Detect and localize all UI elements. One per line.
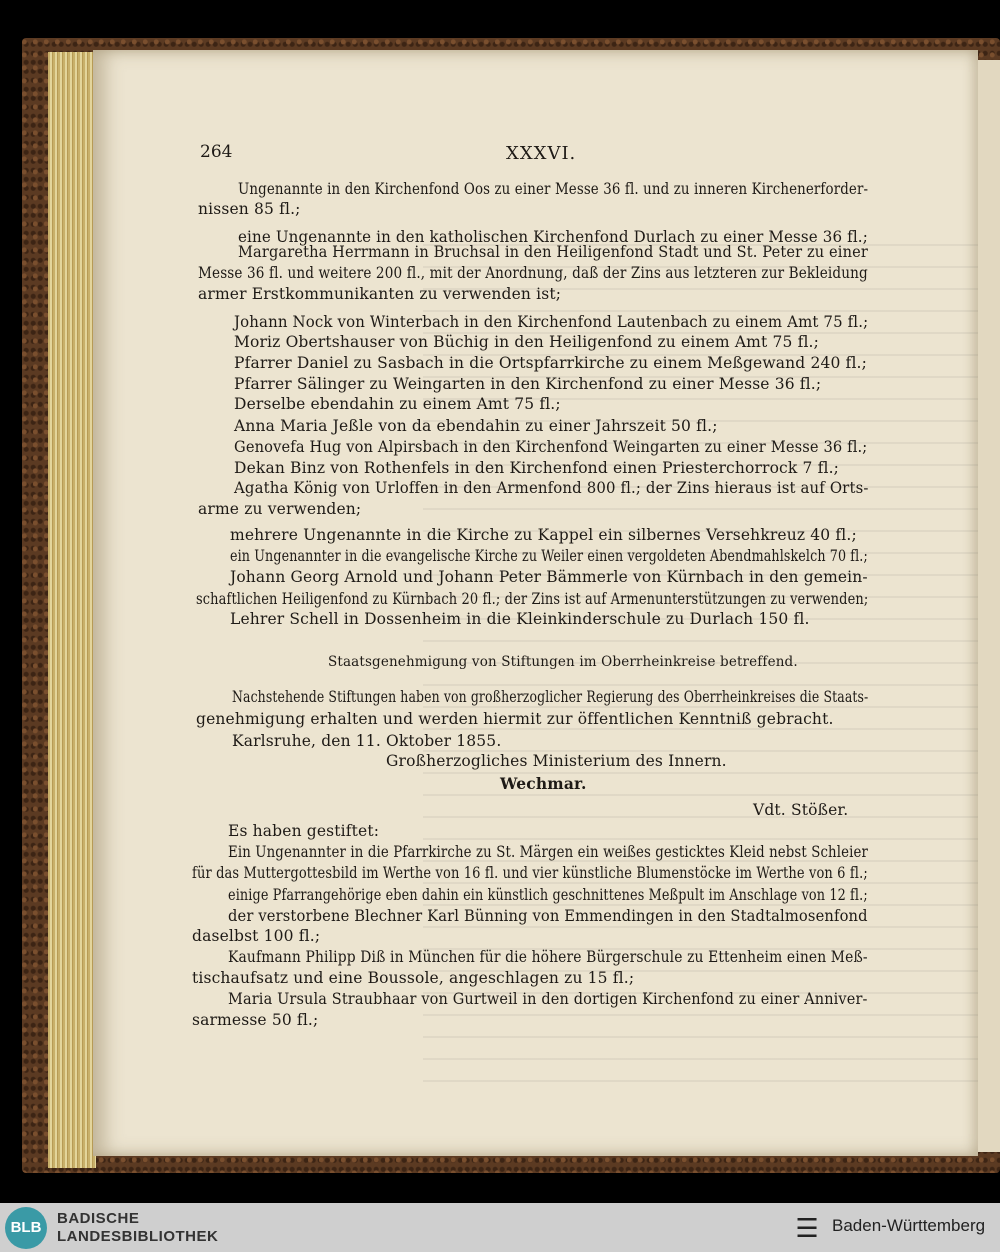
text-line: Anna Maria Jeßle von da ebendahin zu einer Jahrszeit 50 fl.;	[234, 417, 718, 435]
page-number: 264	[200, 142, 233, 162]
opposite-page-edge	[978, 60, 1000, 1152]
text-line: Derselbe ebendahin zu einem Amt 75 fl.;	[234, 395, 561, 413]
text-line: ein Ungenannter in die evangelische Kirche zu Weiler einen vergoldeten Abendmahlskelch 70 fl.;	[230, 547, 868, 565]
text-line: Nachstehende Stiftungen haben von großherzoglicher Regierung des Oberrheinkreises die Staats-	[232, 688, 869, 706]
text-line: Kaufmann Philipp Diß in München für die höhere Bürgerschule zu Ettenheim einen Meß-	[228, 948, 868, 966]
blb-logo[interactable]: BLB	[5, 1207, 47, 1249]
page-edges	[48, 52, 96, 1168]
text-line: Pfarrer Daniel zu Sasbach in die Ortspfarrkirche zu einem Meßgewand 240 fl.;	[234, 354, 868, 372]
text-line: eine Ungenannte in den katholischen Kirchenfond Durlach zu einer Messe 36 fl.;	[238, 228, 868, 246]
section-number: XXXVI.	[506, 143, 577, 164]
text-line: Johann Nock von Winterbach in den Kirchenfond Lautenbach zu einem Amt 75 fl.;	[234, 313, 869, 331]
text-line: Dekan Binz von Rothenfels in den Kirchenfond einen Priesterchorrock 7 fl.;	[234, 459, 840, 477]
text-line: Lehrer Schell in Dossenheim in die Kleinkinderschule zu Durlach 150 fl.	[230, 610, 810, 628]
text-line: genehmigung erhalten und werden hiermit zur öffentlichen Kenntniß gebracht.	[196, 710, 834, 728]
library-name-line1: BADISCHE	[57, 1210, 140, 1227]
text-line: für das Muttergottesbild im Werthe von 16 fl. und vier künstliche Blumenstöcke im Werthe von 6 fl.;	[192, 864, 868, 882]
library-name[interactable]	[57, 1210, 218, 1246]
text-line: Margaretha Herrmann in Bruchsal in den Heiligenfond Stadt und St. Peter zu einer	[238, 243, 868, 261]
state-name[interactable]: Baden-Württemberg	[832, 1216, 986, 1235]
footer-bar	[0, 1203, 1000, 1252]
text-line: daselbst 100 fl.;	[192, 927, 321, 945]
text-line: der verstorbene Blechner Karl Bünning von Emmendingen in den Stadtalmosenfond	[228, 907, 868, 925]
text-line: sarmesse 50 fl.;	[192, 1011, 319, 1029]
text-line: Moriz Obertshauser von Büchig in den Heiligenfond zu einem Amt 75 fl.;	[234, 333, 820, 351]
date-line: Karlsruhe, den 11. Oktober 1855.	[232, 732, 502, 750]
text-line: Maria Ursula Straubhaar von Gurtweil in den dortigen Kirchenfond zu einer Anniver-	[228, 990, 868, 1008]
text-line: arme zu verwenden;	[198, 500, 362, 518]
text-line: nissen 85 fl.;	[198, 200, 301, 218]
signer: Wechmar.	[500, 774, 587, 793]
section-heading: Staatsgenehmigung von Stiftungen im Oberrheinkreise betreffend.	[328, 654, 798, 670]
text-line: Ein Ungenannter in die Pfarrkirche zu St. Märgen ein weißes gesticktes Kleid nebst Schleier	[228, 843, 868, 861]
text-line: schaftlichen Heiligenfond zu Kürnbach 20 fl.; der Zins ist auf Armenunterstützungen zu verwenden;	[196, 590, 869, 608]
text-line: einige Pfarrangehörige eben dahin ein künstlich geschnittenes Meßpult im Anschlage von 12 fl.;	[228, 886, 868, 904]
text-line: armer Erstkommunikanten zu verwenden ist;	[198, 285, 562, 303]
text-line: Es haben gestiftet:	[228, 822, 380, 840]
text-line: Ungenannte in den Kirchenfond Oos zu einer Messe 36 fl. und zu inneren Kirchenerforder-	[238, 180, 869, 198]
text-line: Agatha König von Urloffen in den Armenfond 800 fl.; der Zins hieraus ist auf Orts-	[234, 479, 869, 497]
text-line: Genovefa Hug von Alpirsbach in den Kirchenfond Weingarten zu einer Messe 36 fl.;	[234, 438, 868, 456]
coat-of-arms-icon: ☰	[795, 1213, 819, 1243]
text-line: Johann Georg Arnold und Johann Peter Bämmerle von Kürnbach in den gemein-	[230, 568, 868, 586]
vdt-line: Vdt. Stößer.	[753, 801, 849, 819]
text-line: tischaufsatz und eine Boussole, angeschlagen zu 15 fl.;	[192, 969, 635, 987]
text-line: Pfarrer Sälinger zu Weingarten in den Kirchenfond zu einer Messe 36 fl.;	[234, 375, 822, 393]
text-line: Messe 36 fl. und weitere 200 fl., mit der Anordnung, daß der Zins aus letzteren zur Bekleidung	[198, 264, 868, 282]
library-name-line2: LANDESBIBLIOTHEK	[57, 1228, 219, 1245]
ministry-line: Großherzogliches Ministerium des Innern.	[386, 752, 727, 770]
text-line: mehrere Ungenannte in die Kirche zu Kappel ein silbernes Versehkreuz 40 fl.;	[230, 526, 857, 544]
